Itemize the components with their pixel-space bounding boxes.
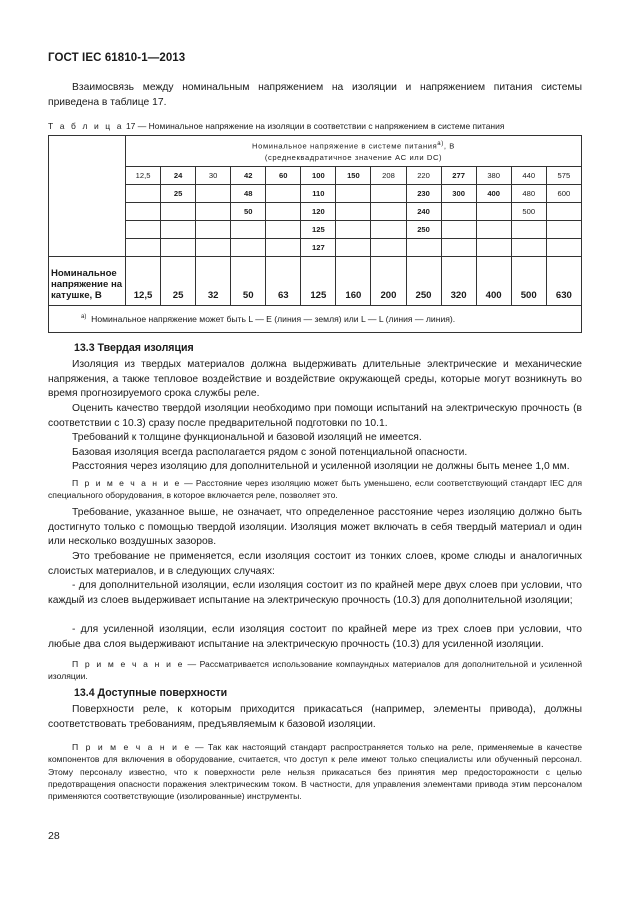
page-number: 28 (48, 830, 60, 842)
voltage-cell: 220 (406, 167, 441, 185)
voltage-cell: 12,5 (126, 167, 161, 185)
note3-text: — Так как настоящий стандарт распространяется только на реле, применяемые в качестве компонентов для включения в оборудование, считается, что доступ к реле имеют только специалисты или обученный персонал. Этому персоналу известно, что к поверхности реле нельзя прикасаться без принятия мер предосторожности с целью предотвращения опасности поражения электрическим током. В частности, для управления элементами привода этим персоналом применяются соответствующие (изолированные) инструменты. (48, 742, 582, 802)
voltage-cell (161, 203, 196, 221)
voltage-cell (266, 185, 301, 203)
coil-voltage-cell: 160 (336, 257, 371, 306)
voltage-cell (546, 239, 581, 257)
voltage-cell (476, 203, 511, 221)
voltage-cell (371, 221, 406, 239)
coil-voltage-cell: 320 (441, 257, 476, 306)
voltage-cell: 60 (266, 167, 301, 185)
voltage-cell (406, 239, 441, 257)
document-header: ГОСТ IEC 61810-1—2013 (48, 52, 186, 64)
voltage-cell: 440 (511, 167, 546, 185)
table-footnote-row (49, 306, 582, 333)
voltage-cell: 150 (336, 167, 371, 185)
voltage-cell: 127 (301, 239, 336, 257)
footnote-mark: a) (81, 314, 87, 321)
table-header-cell (126, 136, 582, 167)
coil-voltage-row (49, 257, 582, 306)
coil-voltage-cell: 50 (231, 257, 266, 306)
voltage-cell (546, 221, 581, 239)
note2-label: П р и м е ч а н и е (72, 659, 184, 669)
table-caption (48, 121, 504, 131)
coil-voltage-cell: 250 (406, 257, 441, 306)
voltage-cell: 120 (301, 203, 336, 221)
note3-label: П р и м е ч а н и е (72, 742, 191, 752)
s133-p7: Это требование не применяется, если изоляция состоит из тонких слоев, кроме слюды и аналогичных слоистых материалов, и в следующих случаях: (48, 551, 582, 577)
voltage-cell: 25 (161, 185, 196, 203)
voltage-cell: 575 (546, 167, 581, 185)
voltage-cell (161, 239, 196, 257)
voltage-cell: 30 (196, 167, 231, 185)
voltage-cell: 240 (406, 203, 441, 221)
note1-label: П р и м е ч а н и е (72, 478, 181, 488)
voltage-cell (476, 239, 511, 257)
voltage-cell (371, 239, 406, 257)
voltage-cell (546, 203, 581, 221)
header-line2: (среднеквадратичное значение AC или DC) (264, 152, 443, 162)
voltage-cell (196, 203, 231, 221)
note1-text: — Расстояние через изоляцию может быть уменьшено, если соответствующий стандарт IEC для специального оборудования, в которое включается реле, позволяет это. (48, 478, 583, 501)
voltage-cell (266, 221, 301, 239)
voltage-cell: 300 (441, 185, 476, 203)
coil-voltage-cell: 400 (476, 257, 511, 306)
voltage-cell (336, 185, 371, 203)
table-header-row (49, 136, 582, 167)
voltage-row (49, 221, 582, 239)
coil-voltage-cell: 630 (546, 257, 581, 306)
voltage-cell (511, 221, 546, 239)
voltage-cell: 277 (441, 167, 476, 185)
coil-voltage-label: Номинальное напряжение на катушке, В (49, 257, 126, 306)
voltage-cell (441, 239, 476, 257)
section-13-4-heading: 13.4 Доступные поверхности (74, 687, 228, 699)
table-caption-label: Т а б л и ц а (48, 121, 124, 131)
s133-note1 (48, 477, 582, 502)
voltage-row (49, 167, 582, 185)
coil-voltage-cell: 12,5 (126, 257, 161, 306)
voltage-cell (266, 203, 301, 221)
voltage-cell (161, 221, 196, 239)
s133-p9: - для усиленной изоляции, если изоляция состоит по крайней мере из трех слоев при условии, что любые два слоя выдерживают испытание на электрическую прочность (10.3) для усиленной изоляции. (48, 624, 582, 650)
voltage-cell (371, 203, 406, 221)
note2-text: — Рассматривается использование компаундных материалов для дополнительной и усиленной изоляции. (48, 659, 583, 682)
coil-voltage-cell: 500 (511, 257, 546, 306)
footnote-text: Номинальное напряжение может быть L — E (линия — земля) или L — L (линия — линия). (91, 314, 456, 324)
voltage-cell: 48 (231, 185, 266, 203)
voltage-cell: 24 (161, 167, 196, 185)
voltage-cell: 110 (301, 185, 336, 203)
voltage-cell: 42 (231, 167, 266, 185)
voltage-cell (126, 221, 161, 239)
voltage-cell (266, 239, 301, 257)
voltage-cell (196, 185, 231, 203)
s133-p4: Базовая изоляция всегда располагается рядом с зоной потенциальной опасности. (72, 447, 468, 458)
coil-voltage-cell: 63 (266, 257, 301, 306)
voltage-cell (336, 221, 371, 239)
header-line1: Номинальное напряжение в системе питания (252, 141, 438, 151)
voltage-cell (126, 239, 161, 257)
intro-paragraph: Взаимосвязь между номинальным напряжением на изоляции и напряжением питания системы приведена в таблице 17. (48, 82, 582, 108)
table-caption-text: 17 — Номинальное напряжение на изоляции в соответствии с напряжением в системе питания (125, 121, 505, 131)
header-unit: , В (443, 141, 455, 151)
table-footnote (49, 306, 582, 333)
voltage-cell: 230 (406, 185, 441, 203)
voltage-cell: 250 (406, 221, 441, 239)
voltage-cell: 50 (231, 203, 266, 221)
table-corner-cell (49, 136, 126, 257)
voltage-cell (196, 239, 231, 257)
s133-p3: Требований к толщине функциональной и базовой изоляций не имеется. (72, 432, 422, 443)
coil-voltage-cell: 200 (371, 257, 406, 306)
voltage-cell (126, 203, 161, 221)
voltage-row (49, 239, 582, 257)
voltage-cell: 380 (476, 167, 511, 185)
voltage-table (48, 135, 582, 333)
voltage-cell (511, 239, 546, 257)
voltage-cell: 600 (546, 185, 581, 203)
voltage-cell: 100 (301, 167, 336, 185)
s133-p8: - для дополнительной изоляции, если изоляция состоит из по крайней мере двух слоев при условии, что каждый из слоев выдерживает испытание на электрическую прочность (10.3) для дополнительной изоляции; (48, 580, 582, 606)
s133-p1: Изоляция из твердых материалов должна выдерживать длительные электрические и механические напряжения, а также тепловое воздействие и воздействие окружающей среды, которые могут возникнуть во время прогнозируемого срока службы реле. (48, 359, 582, 400)
voltage-cell (371, 185, 406, 203)
coil-voltage-cell: 32 (196, 257, 231, 306)
coil-voltage-cell: 25 (161, 257, 196, 306)
voltage-row (49, 185, 582, 203)
s134-p1: Поверхности реле, к которым приходится прикасаться (например, элементы привода), должны соответствовать требованиям, предъявляемым к базовой изоляции. (48, 704, 582, 730)
voltage-cell (441, 221, 476, 239)
section-13-3-heading: 13.3 Твердая изоляция (74, 342, 194, 354)
voltage-cell (336, 239, 371, 257)
voltage-cell (336, 203, 371, 221)
s133-p6: Требование, указанное выше, не означает, что определенное расстояние через изоляцию должно быть достигнуто только с помощью твердой изоляции. Изоляция может включать в себя твердый материал и один или несколько воздушных зазоров. (48, 507, 582, 548)
voltage-cell: 208 (371, 167, 406, 185)
voltage-cell (231, 239, 266, 257)
voltage-cell: 400 (476, 185, 511, 203)
voltage-cell: 480 (511, 185, 546, 203)
voltage-cell (441, 203, 476, 221)
s134-note (48, 741, 582, 802)
voltage-cell (196, 221, 231, 239)
s133-p2: Оценить качество твердой изоляции необходимо при помощи испытаний на электрическую прочность (в соответствии с 10.3) сразу после предварительной подготовки по 10.1. (48, 403, 582, 429)
voltage-cell: 500 (511, 203, 546, 221)
voltage-cell (476, 221, 511, 239)
voltage-cell (231, 221, 266, 239)
voltage-row (49, 203, 582, 221)
voltage-cell: 125 (301, 221, 336, 239)
header-footnote-mark: a) (437, 141, 444, 148)
voltage-cell (126, 185, 161, 203)
s133-note2 (48, 658, 582, 683)
s133-p5: Расстояния через изоляцию для дополнительной и усиленной изоляции не должны быть менее 1,0 мм. (72, 461, 570, 472)
coil-voltage-cell: 125 (301, 257, 336, 306)
